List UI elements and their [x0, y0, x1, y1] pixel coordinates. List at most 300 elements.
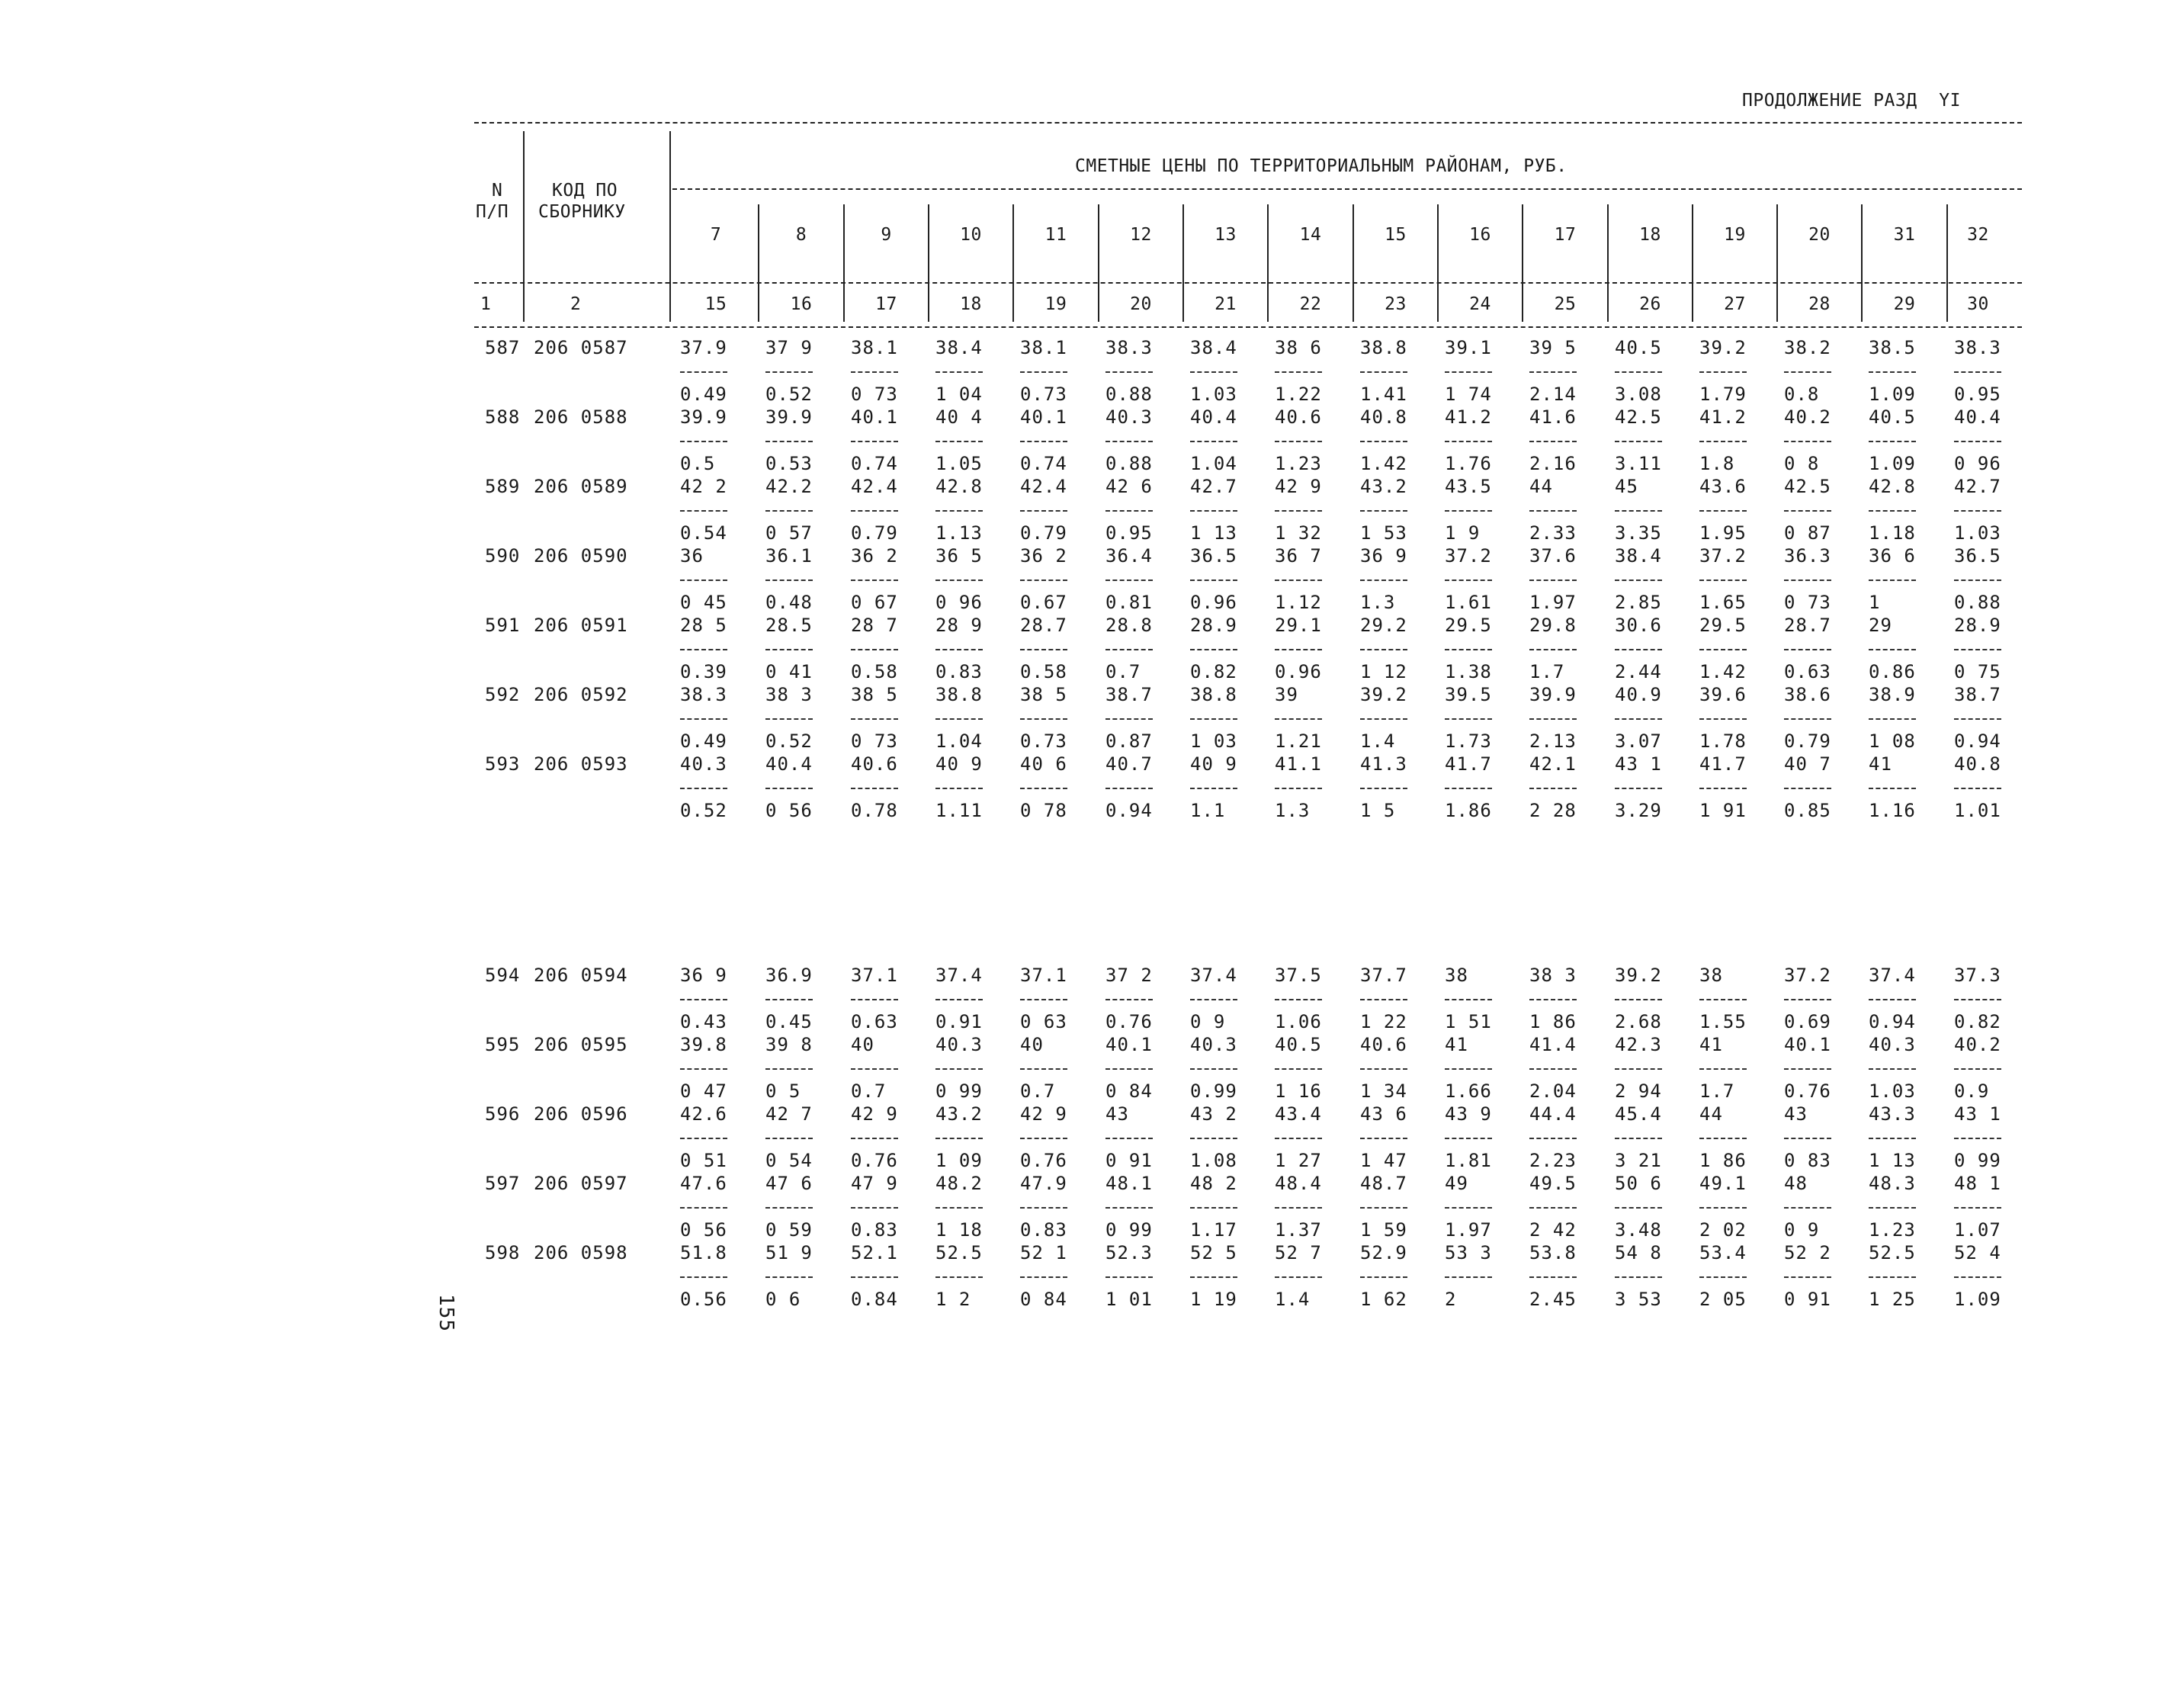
price-lower: 1 03	[1190, 730, 1237, 752]
price-upper: 38.4	[1615, 545, 1662, 567]
price-lower: 1.3	[1360, 592, 1396, 613]
price-lower: 1 13	[1869, 1150, 1916, 1171]
price-lower: 0.81	[1105, 592, 1153, 613]
header-vsep	[843, 204, 845, 322]
row-code: 206 0598	[534, 1242, 628, 1263]
fraction-bar	[1020, 999, 1067, 1000]
price-upper: 40.1	[851, 406, 898, 428]
price-lower: 2.13	[1529, 730, 1577, 752]
row-number: 594	[485, 965, 521, 986]
column-number: 17	[875, 294, 897, 314]
fraction-bar	[1699, 1207, 1747, 1209]
price-lower: 1.11	[935, 800, 983, 821]
price-lower: 1.37	[1275, 1219, 1322, 1241]
price-lower: 1.06	[1275, 1011, 1322, 1032]
price-upper: 53 3	[1445, 1242, 1492, 1263]
fraction-bar	[1275, 718, 1322, 720]
price-upper: 40.4	[765, 753, 813, 775]
price-lower: 0 56	[765, 800, 813, 821]
fraction-bar	[1784, 1276, 1831, 1278]
price-upper: 40.3	[935, 1034, 983, 1055]
price-upper: 48.7	[1360, 1173, 1407, 1194]
region-header: 7	[710, 225, 722, 245]
fraction-bar	[1275, 1068, 1322, 1070]
fraction-bar	[1360, 1068, 1407, 1070]
header-vsep	[1522, 204, 1523, 322]
price-lower: 1.09	[1869, 384, 1916, 405]
header-n: N	[492, 181, 503, 201]
fraction-bar	[680, 1138, 727, 1139]
fraction-bar	[1869, 1207, 1916, 1209]
price-lower: 3.07	[1615, 730, 1662, 752]
price-upper: 49.1	[1699, 1173, 1747, 1194]
price-upper: 42.8	[1869, 476, 1916, 497]
price-lower: 0.82	[1954, 1011, 2001, 1032]
fraction-bar	[1784, 510, 1831, 512]
price-upper: 28.7	[1020, 615, 1067, 636]
price-lower: 0.83	[935, 661, 983, 682]
price-upper: 28.5	[765, 615, 813, 636]
price-upper: 38.8	[1190, 684, 1237, 705]
region-header: 9	[881, 225, 892, 245]
fraction-bar	[1954, 1138, 2001, 1139]
fraction-bar	[680, 649, 727, 650]
fraction-bar	[851, 441, 898, 442]
price-lower: 3.29	[1615, 800, 1662, 821]
price-lower: 2.33	[1529, 522, 1577, 544]
price-upper: 37.1	[1020, 965, 1067, 986]
price-upper: 41.7	[1699, 753, 1747, 775]
price-upper: 40 4	[935, 406, 983, 428]
header-vsep	[523, 131, 525, 322]
price-lower: 0.88	[1105, 384, 1153, 405]
price-lower: 0 67	[851, 592, 898, 613]
price-upper: 44	[1529, 476, 1553, 497]
fraction-bar	[1275, 441, 1322, 442]
fraction-bar	[851, 1276, 898, 1278]
price-upper: 36 7	[1275, 545, 1322, 567]
row-code: 206 0593	[534, 753, 628, 775]
fraction-bar	[1784, 718, 1831, 720]
price-upper: 52.5	[935, 1242, 983, 1263]
fraction-bar	[1105, 441, 1153, 442]
fraction-bar	[935, 580, 983, 581]
price-upper: 36 9	[680, 965, 727, 986]
price-upper: 48.2	[935, 1173, 983, 1194]
price-upper: 28 5	[680, 615, 727, 636]
price-upper: 42.3	[1615, 1034, 1662, 1055]
price-lower: 1.1	[1190, 800, 1226, 821]
price-lower: 0.99	[1190, 1080, 1237, 1102]
row-code: 206 0595	[534, 1034, 628, 1055]
fraction-bar	[1954, 580, 2001, 581]
price-upper: 36.5	[1954, 545, 2001, 567]
fraction-bar	[1529, 718, 1577, 720]
price-lower: 0.82	[1190, 661, 1237, 682]
price-upper: 39.2	[1615, 965, 1662, 986]
price-lower: 1 2	[935, 1289, 971, 1310]
price-upper: 37 9	[765, 337, 813, 358]
price-upper: 40.4	[1954, 406, 2001, 428]
fraction-bar	[1360, 510, 1407, 512]
fraction-bar	[1699, 441, 1747, 442]
fraction-bar	[1275, 510, 1322, 512]
price-lower: 0.76	[851, 1150, 898, 1171]
fraction-bar	[1699, 510, 1747, 512]
fraction-bar	[765, 580, 813, 581]
price-upper: 38.6	[1784, 684, 1831, 705]
region-header: 15	[1385, 225, 1407, 245]
fraction-bar	[680, 441, 727, 442]
fraction-bar	[851, 371, 898, 373]
price-lower: 0.58	[851, 661, 898, 682]
price-lower: 0.88	[1954, 592, 2001, 613]
fraction-bar	[1445, 441, 1492, 442]
column-number: 20	[1130, 294, 1152, 314]
price-upper: 43	[1105, 1103, 1129, 1125]
row-number: 597	[485, 1173, 521, 1194]
fraction-bar	[1869, 1276, 1916, 1278]
fraction-bar	[1529, 1207, 1577, 1209]
fraction-bar	[1784, 788, 1831, 789]
price-upper: 48	[1784, 1173, 1808, 1194]
fraction-bar	[1445, 649, 1492, 650]
price-upper: 43.4	[1275, 1103, 1322, 1125]
header-vsep	[1353, 204, 1354, 322]
price-lower: 1.76	[1445, 453, 1492, 474]
price-lower: 2.04	[1529, 1080, 1577, 1102]
fraction-bar	[1105, 580, 1153, 581]
price-upper: 42.5	[1615, 406, 1662, 428]
price-lower: 0.84	[851, 1289, 898, 1310]
price-upper: 47 9	[851, 1173, 898, 1194]
column-number: 25	[1554, 294, 1577, 314]
column-number: 30	[1967, 294, 1989, 314]
price-upper: 38.7	[1954, 684, 2001, 705]
price-lower: 3.08	[1615, 384, 1662, 405]
price-lower: 1 32	[1275, 522, 1322, 544]
fraction-bar	[1784, 649, 1831, 650]
header-code-1: КОД ПО	[552, 181, 618, 201]
price-upper: 40	[851, 1034, 874, 1055]
price-upper: 38.8	[935, 684, 983, 705]
price-upper: 38 3	[765, 684, 813, 705]
price-upper: 28 9	[935, 615, 983, 636]
price-lower: 2 42	[1529, 1219, 1577, 1241]
price-upper: 43 1	[1954, 1103, 2001, 1125]
row-number: 592	[485, 684, 521, 705]
fraction-bar	[1699, 580, 1747, 581]
region-header: 12	[1130, 225, 1152, 245]
price-lower: 0.96	[1190, 592, 1237, 613]
price-lower: 1 01	[1105, 1289, 1153, 1310]
price-lower: 1 22	[1360, 1011, 1407, 1032]
fraction-bar	[1954, 1207, 2001, 1209]
price-lower: 0 56	[680, 1219, 727, 1241]
price-upper: 29.5	[1699, 615, 1747, 636]
price-lower: 0.7	[851, 1080, 887, 1102]
fraction-bar	[1954, 999, 2001, 1000]
price-upper: 40.2	[1954, 1034, 2001, 1055]
fraction-bar	[680, 1207, 727, 1209]
fraction-bar	[1190, 580, 1237, 581]
price-lower: 0.39	[680, 661, 727, 682]
price-lower: 1 18	[935, 1219, 983, 1241]
price-upper: 47.9	[1020, 1173, 1067, 1194]
price-lower: 1.81	[1445, 1150, 1492, 1171]
fraction-bar	[1020, 441, 1067, 442]
row-number: 588	[485, 406, 521, 428]
fraction-bar	[1105, 999, 1153, 1000]
fraction-bar	[1360, 649, 1407, 650]
price-upper: 40.5	[1615, 337, 1662, 358]
column-number: 26	[1639, 294, 1661, 314]
fraction-bar	[851, 1068, 898, 1070]
header-vsep	[1776, 204, 1778, 322]
price-upper: 37.7	[1360, 965, 1407, 986]
fraction-bar	[1020, 649, 1067, 650]
column-number: 29	[1893, 294, 1916, 314]
price-upper: 38 3	[1529, 965, 1577, 986]
price-lower: 1 19	[1190, 1289, 1237, 1310]
price-upper: 37.4	[1869, 965, 1916, 986]
price-upper: 42.2	[765, 476, 813, 497]
price-upper: 38 5	[851, 684, 898, 705]
row-number: 593	[485, 753, 521, 775]
fraction-bar	[1699, 1138, 1747, 1139]
price-lower: 1.66	[1445, 1080, 1492, 1102]
price-upper: 49	[1445, 1173, 1468, 1194]
price-upper: 40.2	[1784, 406, 1831, 428]
price-upper: 42.7	[1954, 476, 2001, 497]
price-upper: 40.8	[1954, 753, 2001, 775]
price-lower: 0 84	[1105, 1080, 1153, 1102]
fraction-bar	[1105, 718, 1153, 720]
price-lower: 1 59	[1360, 1219, 1407, 1241]
price-lower: 0 47	[680, 1080, 727, 1102]
price-lower: 0 73	[1784, 592, 1831, 613]
price-upper: 43.5	[1445, 476, 1492, 497]
price-upper: 38.4	[1190, 337, 1237, 358]
price-upper: 48.1	[1105, 1173, 1153, 1194]
fraction-bar	[1529, 649, 1577, 650]
row-number: 596	[485, 1103, 521, 1125]
price-lower: 3.11	[1615, 453, 1662, 474]
fraction-bar	[1360, 1207, 1407, 1209]
price-lower: 1.23	[1275, 453, 1322, 474]
price-lower: 0.52	[680, 800, 727, 821]
price-upper: 38.8	[1360, 337, 1407, 358]
region-header: 16	[1469, 225, 1491, 245]
price-lower: 1.12	[1275, 592, 1322, 613]
price-lower: 0.5	[680, 453, 716, 474]
price-lower: 0.87	[1105, 730, 1153, 752]
fraction-bar	[935, 788, 983, 789]
price-lower: 0 73	[851, 730, 898, 752]
price-lower: 3 21	[1615, 1150, 1662, 1171]
price-lower: 0.45	[765, 1011, 813, 1032]
price-upper: 36.5	[1190, 545, 1237, 567]
price-upper: 40 7	[1784, 753, 1831, 775]
price-upper: 42 9	[851, 1103, 898, 1125]
header-vsep	[1692, 204, 1693, 322]
price-upper: 41.2	[1445, 406, 1492, 428]
price-upper: 37 2	[1105, 965, 1153, 986]
price-upper: 36 9	[1360, 545, 1407, 567]
price-lower: 0.76	[1020, 1150, 1067, 1171]
fraction-bar	[1615, 1068, 1662, 1070]
price-lower: 0.76	[1105, 1011, 1153, 1032]
price-upper: 51 9	[765, 1242, 813, 1263]
price-upper: 37.3	[1954, 965, 2001, 986]
price-lower: 0.48	[765, 592, 813, 613]
price-lower: 1 04	[935, 384, 983, 405]
fraction-bar	[935, 371, 983, 373]
price-upper: 49.5	[1529, 1173, 1577, 1194]
fraction-bar	[1190, 788, 1237, 789]
price-lower: 2 05	[1699, 1289, 1747, 1310]
region-header: 17	[1554, 225, 1577, 245]
fraction-bar	[1190, 649, 1237, 650]
price-lower: 1.86	[1445, 800, 1492, 821]
price-lower: 0.52	[765, 730, 813, 752]
price-lower: 2.44	[1615, 661, 1662, 682]
fraction-bar	[1190, 1276, 1237, 1278]
price-upper: 38.1	[1020, 337, 1067, 358]
fraction-bar	[1445, 718, 1492, 720]
price-upper: 36.1	[765, 545, 813, 567]
fraction-bar	[1699, 718, 1747, 720]
fraction-bar	[1190, 371, 1237, 373]
fraction-bar	[1699, 788, 1747, 789]
header-vsep	[1182, 204, 1184, 322]
price-lower: 1.22	[1275, 384, 1322, 405]
price-upper: 37.4	[1190, 965, 1237, 986]
fraction-bar	[1360, 1138, 1407, 1139]
header-pp: П/П	[476, 202, 509, 222]
price-lower: 0 99	[1954, 1150, 2001, 1171]
fraction-bar	[935, 1276, 983, 1278]
fraction-bar	[765, 788, 813, 789]
fraction-bar	[851, 580, 898, 581]
price-lower: 0.53	[765, 453, 813, 474]
fraction-bar	[851, 718, 898, 720]
price-lower: 1 34	[1360, 1080, 1407, 1102]
price-lower: 1 5	[1360, 800, 1396, 821]
fraction-bar	[1105, 649, 1153, 650]
fraction-bar	[1275, 1138, 1322, 1139]
price-upper: 38.1	[851, 337, 898, 358]
price-lower: 0.73	[1020, 384, 1067, 405]
price-lower: 1.95	[1699, 522, 1747, 544]
fraction-bar	[1190, 1068, 1237, 1070]
price-upper: 40.1	[1020, 406, 1067, 428]
price-lower: 3.48	[1615, 1219, 1662, 1241]
fraction-bar	[851, 1138, 898, 1139]
price-upper: 37.2	[1445, 545, 1492, 567]
price-upper: 40.1	[1105, 1034, 1153, 1055]
price-lower: 1.09	[1954, 1289, 2001, 1310]
price-upper: 39.1	[1445, 337, 1492, 358]
price-upper: 48 2	[1190, 1173, 1237, 1194]
region-header: 20	[1808, 225, 1831, 245]
price-lower: 0.54	[680, 522, 727, 544]
price-lower: 2 28	[1529, 800, 1577, 821]
fraction-bar	[1020, 718, 1067, 720]
price-lower: 1.03	[1190, 384, 1237, 405]
price-upper: 40.6	[1360, 1034, 1407, 1055]
fraction-bar	[680, 371, 727, 373]
price-lower: 1 47	[1360, 1150, 1407, 1171]
fraction-bar	[1445, 1138, 1492, 1139]
price-lower: 0 99	[1105, 1219, 1153, 1241]
price-upper: 39	[1275, 684, 1298, 705]
row-code: 206 0596	[534, 1103, 628, 1125]
price-lower: 3.35	[1615, 522, 1662, 544]
fraction-bar	[1869, 718, 1916, 720]
region-header: 13	[1215, 225, 1237, 245]
price-lower: 1.73	[1445, 730, 1492, 752]
row-number: 587	[485, 337, 521, 358]
price-lower: 1 13	[1190, 522, 1237, 544]
price-lower: 0 41	[765, 661, 813, 682]
header-colnum-2: 2	[570, 294, 582, 314]
price-upper: 42 2	[680, 476, 727, 497]
column-number: 24	[1469, 294, 1491, 314]
price-upper: 42.4	[851, 476, 898, 497]
price-lower: 2.16	[1529, 453, 1577, 474]
header-code-2: СБОРНИКУ	[538, 202, 626, 222]
fraction-bar	[1869, 649, 1916, 650]
fraction-bar	[1275, 999, 1322, 1000]
column-number: 28	[1808, 294, 1831, 314]
fraction-bar	[1020, 510, 1067, 512]
price-lower: 0.91	[935, 1011, 983, 1032]
price-upper: 42 7	[765, 1103, 813, 1125]
price-lower: 0.86	[1869, 661, 1916, 682]
price-upper: 42 9	[1020, 1103, 1067, 1125]
price-upper: 41.7	[1445, 753, 1492, 775]
price-lower: 0.67	[1020, 592, 1067, 613]
price-upper: 36.3	[1784, 545, 1831, 567]
price-lower: 0 73	[851, 384, 898, 405]
fraction-bar	[1360, 788, 1407, 789]
fraction-bar	[1699, 1068, 1747, 1070]
price-lower: 1.4	[1360, 730, 1396, 752]
price-upper: 45.4	[1615, 1103, 1662, 1125]
price-upper: 37.9	[680, 337, 727, 358]
fraction-bar	[1615, 1138, 1662, 1139]
price-upper: 48.3	[1869, 1173, 1916, 1194]
price-upper: 36.9	[765, 965, 813, 986]
fraction-bar	[1529, 510, 1577, 512]
price-upper: 39.9	[680, 406, 727, 428]
fraction-bar	[1954, 1276, 2001, 1278]
fraction-bar	[765, 371, 813, 373]
column-number: 16	[790, 294, 813, 314]
price-upper: 38	[1445, 965, 1468, 986]
fraction-bar	[1529, 580, 1577, 581]
price-lower: 0 51	[680, 1150, 727, 1171]
price-upper: 36.4	[1105, 545, 1153, 567]
price-lower: 1.08	[1190, 1150, 1237, 1171]
fraction-bar	[1529, 371, 1577, 373]
header-group-rule	[672, 188, 2022, 190]
price-upper: 37.1	[851, 965, 898, 986]
price-upper: 36 5	[935, 545, 983, 567]
fraction-bar	[1529, 1068, 1577, 1070]
row-code: 206 0587	[534, 337, 628, 358]
